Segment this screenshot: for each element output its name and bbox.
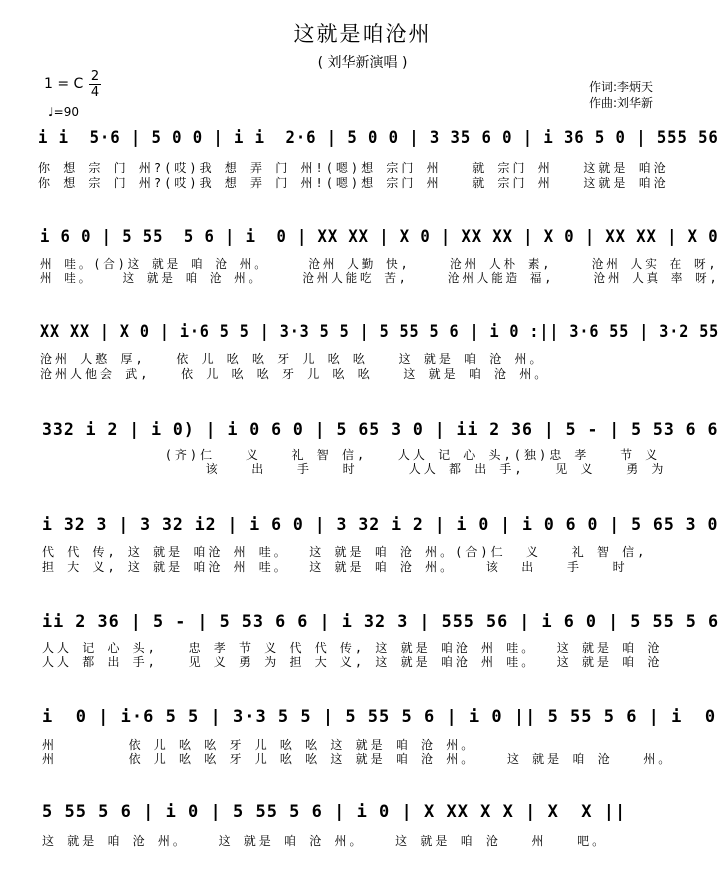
notation-line: XX XX | X 0 | i·6 5 5 | 3·3 5 5 | 5 55 5 6 | i 0 :|| 3·6 55 | 3·2 55 xyxy=(40,322,720,342)
lyric-verse-2: 你 想 宗 门 州?(哎)我 想 弄 门 州!(嗯)想 宗门 州 就 宗门 州 这就是 咱沧 xyxy=(38,176,669,190)
lyric-verse-2: 沧州人他会 武, 依 儿 吆 吆 牙 儿 吆 吆 这 就是 咱 沧 州。 xyxy=(40,367,550,381)
lyric-verse-1: (齐)仁 义 礼 智 信, 人人 记 心 头,(独)忠 孝 节 义 xyxy=(42,448,661,462)
notation-line: i i 5·6 | 5 0 0 | i i 2·6 | 5 0 0 | 3 35 6 0 | i 36 5 0 | 555 56 xyxy=(38,128,719,148)
lyric-verse-1: 代 代 传, 这 就是 咱沧 州 哇。 这 就是 咱 沧 州。(合)仁 义 礼 智 信, xyxy=(42,545,648,559)
notation-line: i 32 3 | 3 32 i2 | i 6 0 | 3 32 i 2 | i 0 | i 0 6 0 | 5 65 3 0 xyxy=(42,515,719,535)
lyric-verse-1: 州 依 儿 吆 吆 牙 儿 吆 吆 这 就是 咱 沧 州。 xyxy=(42,738,477,752)
lyric-verse-2: 州 依 儿 吆 吆 牙 儿 吆 吆 这 就是 咱 沧 州。 这 就是 咱 沧 州。 xyxy=(42,752,674,766)
song-title: 这就是咱沧州 xyxy=(293,22,432,46)
notation-line: 332 i 2 | i 0) | i 0 6 0 | 5 65 3 0 | ii 2 36 | 5 - | 5 53 6 6 xyxy=(42,420,719,440)
lyric-verse-1: 州 哇。(合)这 就是 咱 沧 州。 沧州 人勤 快, 沧州 人朴 素, 沧州 人实 在 呀, xyxy=(40,257,719,271)
tempo-marking: ♩=90 xyxy=(48,105,79,119)
time-signature xyxy=(89,69,101,100)
notation-line: ii 2 36 | 5 - | 5 53 6 6 | i 32 3 | 555 56 | i 6 0 | 5 55 5 6 xyxy=(42,612,720,632)
lyricist-credit: 作词:李炳天 xyxy=(589,80,654,94)
lyric-verse-2: 州 哇。 这 就是 咱 沧 州。 沧州人能吃 苦, 沧州人能造 福, 沧州 人真 率 呀, xyxy=(40,271,720,285)
lyric-verse-2: 担 大 义, 这 就是 咱沧 州 哇。 这 就是 咱 沧 州。 该 出 手 时 xyxy=(42,560,628,574)
key-signature: 1 = C xyxy=(44,76,84,92)
lyric-verse-2: 人人 都 出 手, 见 义 勇 为 担 大 义, 这 就是 咱沧 州 哇。 这 就是 咱 沧 xyxy=(42,655,663,669)
lyric-verse-1: 人人 记 心 头, 忠 孝 节 义 代 代 传, 这 就是 咱沧 州 哇。 这 就是 咱 沧 xyxy=(42,641,663,655)
time-signature-top: 2 xyxy=(90,69,100,84)
notation-line: i 0 | i·6 5 5 | 3·3 5 5 | 5 55 5 6 | i 0 || 5 55 5 6 | i 0 xyxy=(42,707,717,727)
lyric-verse-2: 该 出 手 时 人人 都 出 手, 见 义 勇 为 xyxy=(42,462,667,476)
notation-line: 5 55 5 6 | i 0 | 5 55 5 6 | i 0 | X XX X X | X X || xyxy=(42,802,627,822)
time-signature-bottom: 4 xyxy=(90,85,100,100)
notation-line: i 6 0 | 5 55 5 6 | i 0 | XX XX | X 0 | XX XX | X 0 | XX XX | X 0 xyxy=(40,227,719,247)
composer-credit: 作曲:刘华新 xyxy=(589,96,654,110)
lyric-verse-1: 你 想 宗 门 州?(哎)我 想 弄 门 州!(嗯)想 宗门 州 就 宗门 州 这就是 咱沧 xyxy=(38,161,669,175)
performer-subtitle: ( 刘华新演唱 ) xyxy=(317,55,408,71)
lyric-verse-1: 这 就是 咱 沧 州。 这 就是 咱 沧 州。 这 就是 咱 沧 州 吧。 xyxy=(42,834,608,848)
lyric-verse-1: 沧州 人憨 厚, 依 儿 吆 吆 牙 儿 吆 吆 这 就是 咱 沧 州。 xyxy=(40,352,545,366)
